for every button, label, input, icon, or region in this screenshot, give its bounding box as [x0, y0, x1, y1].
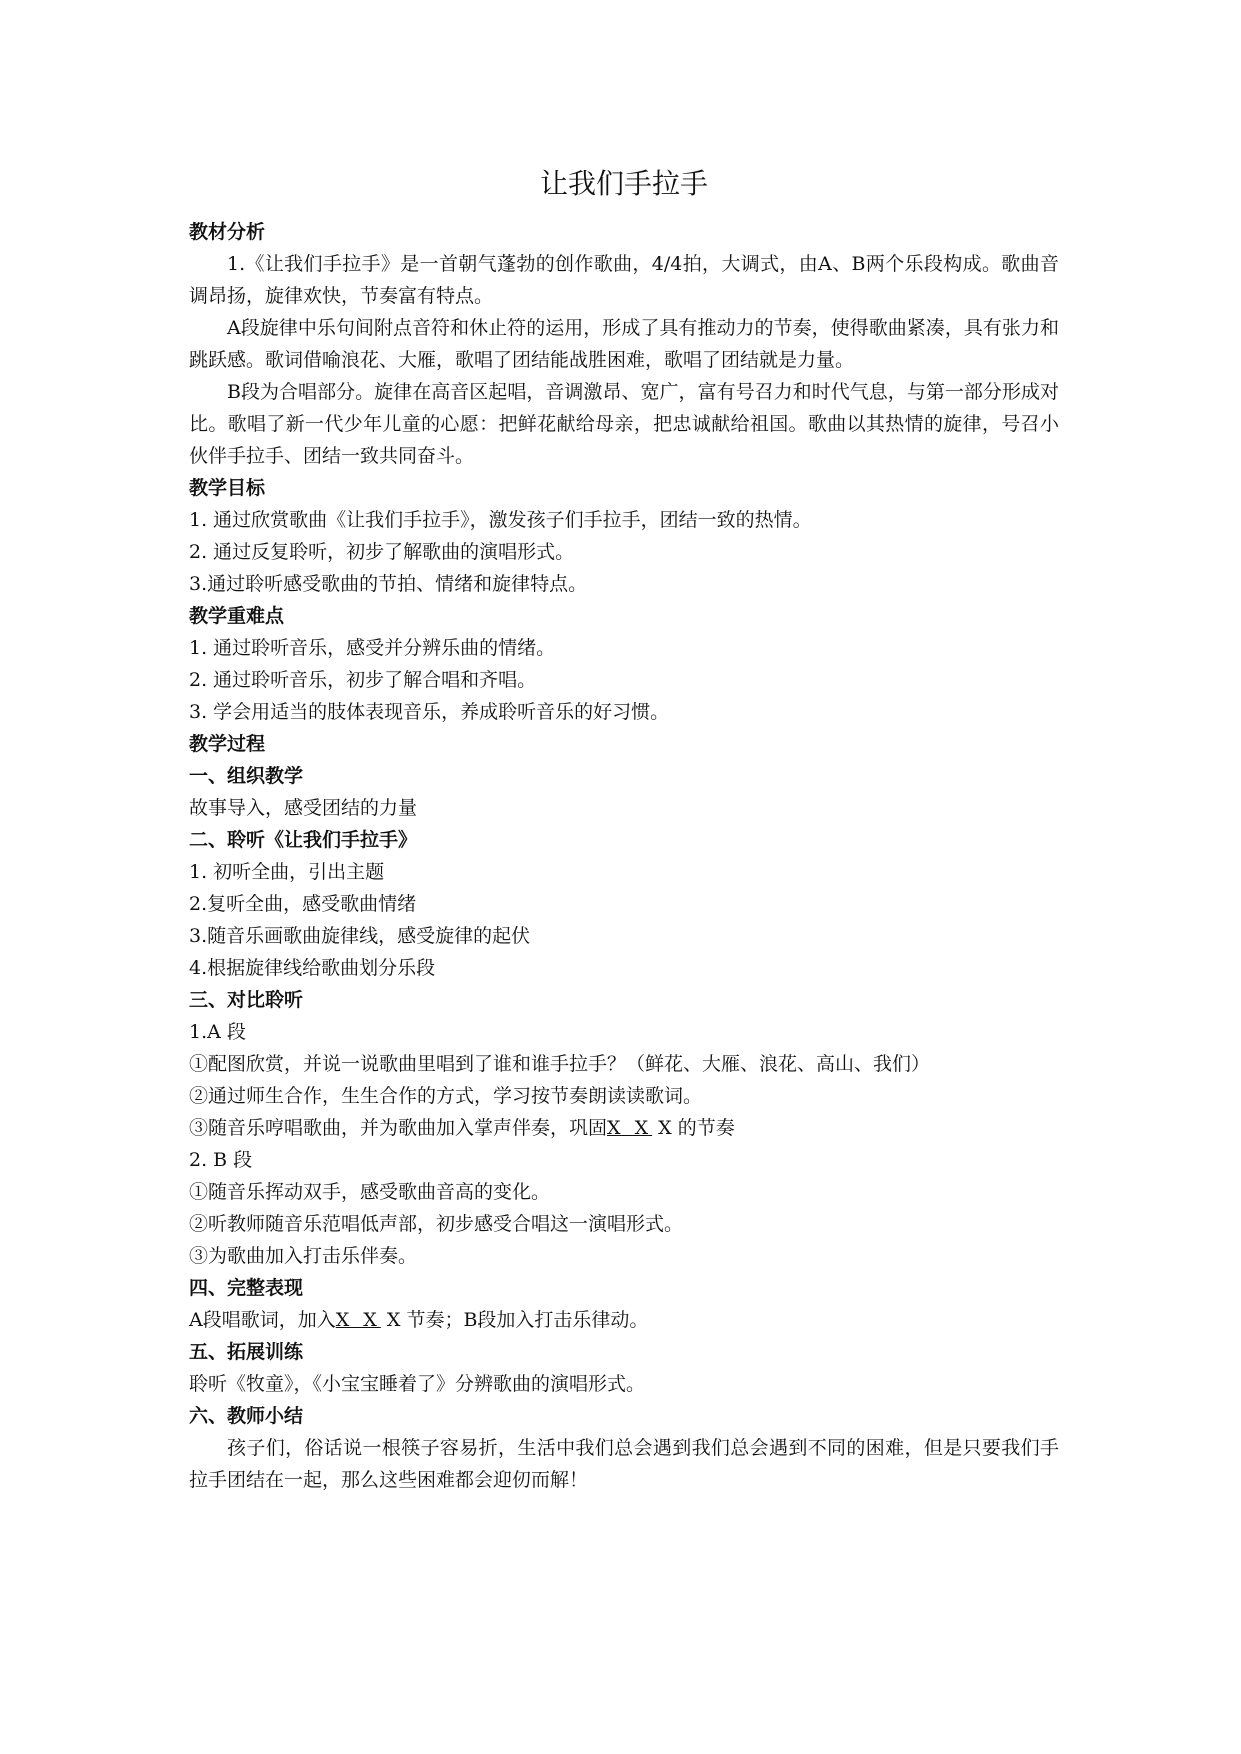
process-part2-item: 3.随音乐画歌曲旋律线，感受旋律的起伏 — [189, 925, 531, 947]
part3-b-item: ②听教师随音乐范唱低声部，初步感受合唱这一演唱形式。 — [189, 1213, 684, 1235]
part3-b-item: ③为歌曲加入打击乐伴奏。 — [189, 1245, 418, 1267]
goal-item: 1. 通过欣赏歌曲《让我们手拉手》，激发孩子们手拉手，团结一致的热情。 — [189, 509, 812, 531]
section-heading-keypoints: 教学重难点 — [189, 605, 285, 627]
keypoint-item: 1. 通过聆听音乐，感受并分辨乐曲的情绪。 — [189, 637, 556, 659]
part3-a-item3-after: 的节奏 — [671, 1117, 735, 1139]
process-part2-item: 4.根据旋律线给歌曲划分乐段 — [189, 957, 436, 979]
part3-a-item: ②通过师生合作，生生合作的方式，学习按节奏朗读读歌词。 — [189, 1085, 703, 1107]
process-part6-heading: 六、教师小结 — [189, 1405, 304, 1427]
analysis-paragraph-3: B段为合唱部分。旋律在高音区起唱，音调激昂、宽广，富有号召力和时代气息，与第一部分形成对比。歌唱了新一代少年儿童的心愿：把鲜花献给母亲，把忠诚献给祖国。歌曲以其热情的旋律，号召小伙伴手拉手、团结一致共同奋斗。 — [189, 381, 1059, 467]
part4-before: A段唱歌词，加入 — [189, 1309, 336, 1331]
part3-b-item: ①随音乐挥动双手，感受歌曲音高的变化。 — [189, 1181, 551, 1203]
process-part2-item: 1. 初听全曲，引出主题 — [189, 861, 385, 883]
process-part4-heading: 四、完整表现 — [189, 1277, 304, 1299]
document-page — [189, 166, 1059, 1496]
section-heading-goals: 教学目标 — [189, 477, 266, 499]
keypoint-item: 2. 通过聆听音乐，初步了解合唱和齐唱。 — [189, 669, 537, 691]
process-part5-heading: 五、拓展训练 — [189, 1341, 304, 1363]
process-part1-text: 故事导入，感受团结的力量 — [189, 797, 418, 819]
process-part4-text — [189, 1304, 1059, 1336]
process-part5-text: 聆听《牧童》，《小宝宝睡着了》分辨歌曲的演唱形式。 — [189, 1373, 646, 1395]
section-heading-analysis: 教材分析 — [189, 221, 266, 243]
part4-after: 节奏；B段加入打击乐律动。 — [400, 1309, 649, 1331]
part3-a-label: 1.A 段 — [189, 1021, 246, 1043]
section-heading-process: 教学过程 — [189, 733, 266, 755]
analysis-paragraph-2: A段旋律中乐句间附点音符和休止符的运用，形成了具有推动力的节奏，使得歌曲紧凑，具有张力和跳跃感。歌词借喻浪花、大雁，歌唱了团结能战胜困难，歌唱了团结就是力量。 — [189, 317, 1059, 371]
process-part1-heading: 一、组织教学 — [189, 765, 304, 787]
analysis-paragraph-1: 1.《让我们手拉手》是一首朝气蓬勃的创作歌曲，4/4拍，大调式，由A、B两个乐段构成。歌曲音调昂扬，旋律欢快，节奏富有特点。 — [189, 253, 1059, 307]
goal-item: 2. 通过反复聆听，初步了解歌曲的演唱形式。 — [189, 541, 575, 563]
document-title: 让我们手拉手 — [539, 167, 708, 200]
process-part6-text: 孩子们，俗话说一根筷子容易折，生活中我们总会遇到我们总会遇到不同的困难，但是只要我们手拉手团结在一起，那么这些困难都会迎仞而解！ — [189, 1437, 1059, 1491]
goal-item: 3.通过聆听感受歌曲的节拍、情绪和旋律特点。 — [189, 573, 588, 595]
process-part2-heading: 二、聆听《让我们手拉手》 — [189, 829, 418, 851]
process-part3-heading: 三、对比聆听 — [189, 989, 304, 1011]
rhythm-rest-notation: X — [380, 1309, 401, 1331]
keypoint-item: 3. 学会用适当的肢体表现音乐，养成聆听音乐的好习惯。 — [189, 701, 670, 723]
part3-a-item3-before: ③随音乐哼唱歌曲，并为歌曲加入掌声伴奏，巩固 — [189, 1117, 608, 1139]
process-part2-item: 2.复听全曲，感受歌曲情绪 — [189, 893, 417, 915]
rhythm-notation: X X — [607, 1117, 653, 1139]
part3-a-item-rhythm — [189, 1112, 1059, 1144]
rhythm-notation: X X — [335, 1309, 381, 1331]
part3-b-label: 2. B 段 — [189, 1149, 253, 1171]
rhythm-rest-notation: X — [652, 1117, 672, 1139]
part3-a-item: ①配图欣赏，并说一说歌曲里唱到了谁和谁手拉手？（鲜花、大雁、浪花、高山、我们） — [189, 1053, 931, 1075]
